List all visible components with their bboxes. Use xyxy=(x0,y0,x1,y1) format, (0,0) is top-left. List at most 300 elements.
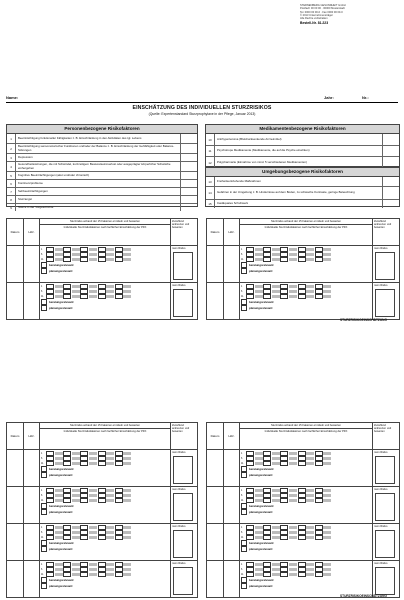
factor-rating[interactable] xyxy=(72,457,80,461)
planning-checkbox[interactable] xyxy=(41,472,47,478)
risk-box[interactable] xyxy=(375,530,395,558)
factor-rating[interactable] xyxy=(289,536,297,540)
factor-checkbox[interactable] xyxy=(280,498,288,504)
factor-rating[interactable] xyxy=(323,489,331,493)
counseling-checkbox[interactable] xyxy=(241,577,247,583)
factor-rating[interactable] xyxy=(323,536,331,540)
entry-signature-cell[interactable] xyxy=(24,283,40,319)
factor-checkbox[interactable] xyxy=(280,257,288,263)
factor-rating[interactable] xyxy=(323,531,331,535)
factor-checkbox[interactable] xyxy=(115,294,123,300)
factor-checkbox[interactable] xyxy=(246,294,254,300)
factor-checkbox[interactable] xyxy=(315,535,323,541)
factor-rating[interactable] xyxy=(272,536,280,540)
factor-rating[interactable] xyxy=(272,457,280,461)
factor-rating[interactable] xyxy=(123,568,131,572)
factor-checkbox[interactable] xyxy=(98,257,106,263)
risk-box[interactable] xyxy=(173,456,193,484)
factor-rating[interactable] xyxy=(89,248,97,252)
planning-relevant-line[interactable] xyxy=(41,472,169,478)
factor-rating[interactable] xyxy=(289,531,297,535)
factor-checkbox[interactable] xyxy=(80,535,88,541)
factor-rating[interactable] xyxy=(106,285,114,289)
counseling-checkbox[interactable] xyxy=(241,503,247,509)
factor-rating[interactable] xyxy=(72,526,80,530)
factor-rating[interactable] xyxy=(123,457,131,461)
counseling-checkbox[interactable] xyxy=(241,466,247,472)
entry-signature-cell[interactable] xyxy=(24,487,40,523)
factor-checkbox[interactable] xyxy=(263,535,271,541)
risk-box[interactable] xyxy=(173,252,193,280)
factor-rating[interactable] xyxy=(55,457,63,461)
risk-factor-checkbox[interactable] xyxy=(382,200,399,208)
factor-rating[interactable] xyxy=(123,499,131,503)
factor-rating[interactable] xyxy=(323,494,331,498)
factor-rating[interactable] xyxy=(323,253,331,257)
factor-checkbox[interactable] xyxy=(246,461,254,467)
risk-box[interactable] xyxy=(173,530,193,558)
entry-signature-cell[interactable] xyxy=(224,283,240,319)
factor-rating[interactable] xyxy=(323,526,331,530)
factor-checkbox[interactable] xyxy=(263,498,271,504)
factor-rating[interactable] xyxy=(255,573,263,577)
factor-rating[interactable] xyxy=(55,253,63,257)
factor-rating[interactable] xyxy=(306,489,314,493)
factor-rating[interactable] xyxy=(255,494,263,498)
factor-rating[interactable] xyxy=(106,563,114,567)
factor-rating[interactable] xyxy=(272,563,280,567)
factor-rating[interactable] xyxy=(323,568,331,572)
counseling-checkbox[interactable] xyxy=(241,262,247,268)
factor-rating[interactable] xyxy=(306,248,314,252)
factor-rating[interactable] xyxy=(123,462,131,466)
factor-rating[interactable] xyxy=(289,452,297,456)
factor-rating[interactable] xyxy=(89,531,97,535)
factor-rating[interactable] xyxy=(55,248,63,252)
factor-rating[interactable] xyxy=(323,457,331,461)
factor-rating[interactable] xyxy=(306,295,314,299)
factor-rating[interactable] xyxy=(72,285,80,289)
factor-checkbox[interactable] xyxy=(63,498,71,504)
planning-checkbox[interactable] xyxy=(241,509,247,515)
factor-rating[interactable] xyxy=(289,573,297,577)
factor-checkbox[interactable] xyxy=(315,461,323,467)
factor-rating[interactable] xyxy=(272,290,280,294)
factor-rating[interactable] xyxy=(272,568,280,572)
factor-rating[interactable] xyxy=(106,295,114,299)
planning-relevant-line[interactable] xyxy=(41,546,169,552)
entry-date-cell[interactable] xyxy=(7,283,24,319)
factor-rating[interactable] xyxy=(72,253,80,257)
planning-checkbox[interactable] xyxy=(241,546,247,552)
factor-rating[interactable] xyxy=(72,494,80,498)
factor-rating[interactable] xyxy=(255,526,263,530)
factor-rating[interactable] xyxy=(106,462,114,466)
planning-checkbox[interactable] xyxy=(41,583,47,589)
risk-factor-checkbox[interactable] xyxy=(382,146,399,156)
factor-rating[interactable] xyxy=(89,563,97,567)
risk-factor-checkbox[interactable] xyxy=(180,196,197,203)
risk-factor-checkbox[interactable] xyxy=(180,134,197,143)
factor-rating[interactable] xyxy=(255,531,263,535)
entry-signature-cell[interactable] xyxy=(224,561,240,597)
factor-rating[interactable] xyxy=(106,573,114,577)
factor-checkbox[interactable] xyxy=(80,294,88,300)
planning-relevant-line[interactable] xyxy=(241,268,371,274)
factor-checkbox[interactable] xyxy=(46,535,54,541)
factor-checkbox[interactable] xyxy=(63,535,71,541)
factor-rating[interactable] xyxy=(55,563,63,567)
factor-checkbox[interactable] xyxy=(315,498,323,504)
factor-checkbox[interactable] xyxy=(46,498,54,504)
factor-rating[interactable] xyxy=(272,494,280,498)
factor-rating[interactable] xyxy=(289,253,297,257)
planning-relevant-line[interactable] xyxy=(41,509,169,515)
planning-relevant-line[interactable] xyxy=(41,305,169,311)
patient-name-line[interactable] xyxy=(6,92,398,103)
factor-rating[interactable] xyxy=(272,526,280,530)
factor-rating[interactable] xyxy=(55,526,63,530)
factor-rating[interactable] xyxy=(89,573,97,577)
factor-rating[interactable] xyxy=(55,462,63,466)
factor-rating[interactable] xyxy=(106,536,114,540)
counseling-checkbox[interactable] xyxy=(241,540,247,546)
entry-signature-cell[interactable] xyxy=(224,487,240,523)
factor-rating[interactable] xyxy=(272,248,280,252)
factor-rating[interactable] xyxy=(272,462,280,466)
factor-checkbox[interactable] xyxy=(115,535,123,541)
factor-rating[interactable] xyxy=(255,536,263,540)
factor-rating[interactable] xyxy=(289,494,297,498)
factor-rating[interactable] xyxy=(106,494,114,498)
factor-rating[interactable] xyxy=(72,295,80,299)
factor-rating[interactable] xyxy=(323,290,331,294)
factor-rating[interactable] xyxy=(72,499,80,503)
factor-checkbox[interactable] xyxy=(246,572,254,578)
risk-factor-checkbox[interactable] xyxy=(382,187,399,199)
factor-rating[interactable] xyxy=(306,568,314,572)
factor-checkbox[interactable] xyxy=(98,461,106,467)
factor-rating[interactable] xyxy=(255,285,263,289)
factor-rating[interactable] xyxy=(89,462,97,466)
factor-checkbox[interactable] xyxy=(263,461,271,467)
factor-rating[interactable] xyxy=(255,290,263,294)
factor-checkbox[interactable] xyxy=(315,294,323,300)
entry-date-cell[interactable] xyxy=(207,487,224,523)
planning-relevant-line[interactable] xyxy=(41,268,169,274)
factor-rating[interactable] xyxy=(255,462,263,466)
factor-rating[interactable] xyxy=(55,499,63,503)
factor-checkbox[interactable] xyxy=(46,294,54,300)
risk-box[interactable] xyxy=(375,252,395,280)
factor-rating[interactable] xyxy=(106,489,114,493)
risk-factor-checkbox[interactable] xyxy=(180,204,197,211)
factor-rating[interactable] xyxy=(289,248,297,252)
factor-rating[interactable] xyxy=(306,526,314,530)
factor-rating[interactable] xyxy=(55,258,63,262)
risk-box[interactable] xyxy=(375,493,395,521)
planning-relevant-line[interactable] xyxy=(241,583,371,589)
factor-checkbox[interactable] xyxy=(80,461,88,467)
factor-rating[interactable] xyxy=(255,568,263,572)
factor-rating[interactable] xyxy=(289,499,297,503)
factor-checkbox[interactable] xyxy=(98,572,106,578)
factor-rating[interactable] xyxy=(255,452,263,456)
factor-checkbox[interactable] xyxy=(246,257,254,263)
factor-rating[interactable] xyxy=(106,531,114,535)
factor-rating[interactable] xyxy=(255,248,263,252)
factor-rating[interactable] xyxy=(106,452,114,456)
factor-rating[interactable] xyxy=(272,258,280,262)
factor-checkbox[interactable] xyxy=(298,294,306,300)
entry-date-cell[interactable] xyxy=(7,450,24,486)
factor-rating[interactable] xyxy=(306,290,314,294)
entry-signature-cell[interactable] xyxy=(24,450,40,486)
factor-rating[interactable] xyxy=(306,452,314,456)
factor-rating[interactable] xyxy=(272,531,280,535)
factor-rating[interactable] xyxy=(123,536,131,540)
factor-rating[interactable] xyxy=(72,258,80,262)
entry-signature-cell[interactable] xyxy=(24,524,40,560)
planning-checkbox[interactable] xyxy=(41,305,47,311)
counseling-checkbox[interactable] xyxy=(41,540,47,546)
risk-box[interactable] xyxy=(375,567,395,595)
factor-checkbox[interactable] xyxy=(63,572,71,578)
factor-rating[interactable] xyxy=(255,253,263,257)
factor-rating[interactable] xyxy=(89,253,97,257)
risk-box[interactable] xyxy=(375,289,395,317)
factor-checkbox[interactable] xyxy=(298,572,306,578)
factor-rating[interactable] xyxy=(123,285,131,289)
factor-checkbox[interactable] xyxy=(115,257,123,263)
entry-date-cell[interactable] xyxy=(7,561,24,597)
counseling-checkbox[interactable] xyxy=(41,503,47,509)
factor-checkbox[interactable] xyxy=(115,572,123,578)
factor-rating[interactable] xyxy=(89,536,97,540)
factor-rating[interactable] xyxy=(55,489,63,493)
factor-rating[interactable] xyxy=(323,258,331,262)
factor-rating[interactable] xyxy=(106,258,114,262)
factor-rating[interactable] xyxy=(289,258,297,262)
risk-box[interactable] xyxy=(375,456,395,484)
factor-checkbox[interactable] xyxy=(246,535,254,541)
factor-checkbox[interactable] xyxy=(63,461,71,467)
factor-rating[interactable] xyxy=(306,457,314,461)
planning-relevant-line[interactable] xyxy=(241,546,371,552)
entry-date-cell[interactable] xyxy=(207,524,224,560)
factor-rating[interactable] xyxy=(323,573,331,577)
factor-rating[interactable] xyxy=(255,563,263,567)
factor-rating[interactable] xyxy=(72,248,80,252)
entry-date-cell[interactable] xyxy=(207,283,224,319)
planning-relevant-line[interactable] xyxy=(241,509,371,515)
factor-rating[interactable] xyxy=(323,499,331,503)
entry-date-cell[interactable] xyxy=(207,450,224,486)
risk-factor-checkbox[interactable] xyxy=(180,144,197,153)
factor-rating[interactable] xyxy=(89,568,97,572)
factor-checkbox[interactable] xyxy=(98,294,106,300)
factor-rating[interactable] xyxy=(306,499,314,503)
factor-rating[interactable] xyxy=(55,452,63,456)
factor-checkbox[interactable] xyxy=(63,257,71,263)
factor-rating[interactable] xyxy=(106,457,114,461)
factor-checkbox[interactable] xyxy=(280,461,288,467)
factor-rating[interactable] xyxy=(255,295,263,299)
factor-rating[interactable] xyxy=(89,457,97,461)
factor-rating[interactable] xyxy=(123,573,131,577)
entry-date-cell[interactable] xyxy=(7,524,24,560)
planning-checkbox[interactable] xyxy=(241,305,247,311)
factor-rating[interactable] xyxy=(55,295,63,299)
factor-rating[interactable] xyxy=(272,499,280,503)
entry-signature-cell[interactable] xyxy=(224,450,240,486)
factor-rating[interactable] xyxy=(89,258,97,262)
factor-checkbox[interactable] xyxy=(246,498,254,504)
factor-rating[interactable] xyxy=(72,452,80,456)
factor-rating[interactable] xyxy=(123,258,131,262)
risk-factor-checkbox[interactable] xyxy=(382,177,399,186)
factor-rating[interactable] xyxy=(123,563,131,567)
factor-rating[interactable] xyxy=(123,494,131,498)
factor-rating[interactable] xyxy=(123,452,131,456)
entry-signature-cell[interactable] xyxy=(224,246,240,282)
factor-checkbox[interactable] xyxy=(80,498,88,504)
factor-rating[interactable] xyxy=(306,253,314,257)
factor-rating[interactable] xyxy=(272,573,280,577)
factor-rating[interactable] xyxy=(306,462,314,466)
factor-checkbox[interactable] xyxy=(298,535,306,541)
factor-rating[interactable] xyxy=(289,563,297,567)
factor-rating[interactable] xyxy=(72,462,80,466)
factor-rating[interactable] xyxy=(106,499,114,503)
factor-rating[interactable] xyxy=(123,295,131,299)
factor-rating[interactable] xyxy=(89,452,97,456)
planning-checkbox[interactable] xyxy=(241,472,247,478)
factor-rating[interactable] xyxy=(123,531,131,535)
risk-box[interactable] xyxy=(173,289,193,317)
factor-rating[interactable] xyxy=(255,258,263,262)
risk-factor-checkbox[interactable] xyxy=(382,134,399,145)
risk-factor-checkbox[interactable] xyxy=(180,162,197,171)
factor-rating[interactable] xyxy=(272,452,280,456)
factor-rating[interactable] xyxy=(306,285,314,289)
factor-checkbox[interactable] xyxy=(315,572,323,578)
factor-rating[interactable] xyxy=(272,295,280,299)
factor-rating[interactable] xyxy=(55,285,63,289)
factor-rating[interactable] xyxy=(89,526,97,530)
factor-checkbox[interactable] xyxy=(298,257,306,263)
factor-rating[interactable] xyxy=(289,285,297,289)
factor-checkbox[interactable] xyxy=(98,498,106,504)
entry-date-cell[interactable] xyxy=(207,246,224,282)
factor-checkbox[interactable] xyxy=(46,461,54,467)
factor-rating[interactable] xyxy=(272,253,280,257)
factor-checkbox[interactable] xyxy=(298,498,306,504)
entry-signature-cell[interactable] xyxy=(24,561,40,597)
entry-signature-cell[interactable] xyxy=(224,524,240,560)
factor-rating[interactable] xyxy=(106,290,114,294)
risk-box[interactable] xyxy=(173,567,193,595)
factor-rating[interactable] xyxy=(306,258,314,262)
factor-rating[interactable] xyxy=(55,290,63,294)
factor-rating[interactable] xyxy=(72,290,80,294)
entry-date-cell[interactable] xyxy=(7,487,24,523)
factor-rating[interactable] xyxy=(289,462,297,466)
planning-relevant-line[interactable] xyxy=(41,583,169,589)
factor-rating[interactable] xyxy=(72,568,80,572)
factor-rating[interactable] xyxy=(272,285,280,289)
factor-rating[interactable] xyxy=(123,248,131,252)
factor-rating[interactable] xyxy=(123,526,131,530)
factor-rating[interactable] xyxy=(89,290,97,294)
factor-checkbox[interactable] xyxy=(115,498,123,504)
counseling-checkbox[interactable] xyxy=(41,299,47,305)
factor-rating[interactable] xyxy=(255,499,263,503)
factor-rating[interactable] xyxy=(55,531,63,535)
factor-checkbox[interactable] xyxy=(263,257,271,263)
factor-rating[interactable] xyxy=(123,290,131,294)
factor-rating[interactable] xyxy=(89,489,97,493)
factor-rating[interactable] xyxy=(323,452,331,456)
factor-rating[interactable] xyxy=(289,290,297,294)
factor-checkbox[interactable] xyxy=(280,572,288,578)
factor-rating[interactable] xyxy=(289,568,297,572)
factor-checkbox[interactable] xyxy=(46,572,54,578)
planning-checkbox[interactable] xyxy=(241,268,247,274)
factor-rating[interactable] xyxy=(89,295,97,299)
counseling-checkbox[interactable] xyxy=(41,466,47,472)
factor-rating[interactable] xyxy=(323,285,331,289)
factor-rating[interactable] xyxy=(272,489,280,493)
entry-date-cell[interactable] xyxy=(207,561,224,597)
factor-checkbox[interactable] xyxy=(298,461,306,467)
risk-factor-checkbox[interactable] xyxy=(180,180,197,187)
factor-rating[interactable] xyxy=(323,295,331,299)
factor-rating[interactable] xyxy=(106,526,114,530)
risk-factor-checkbox[interactable] xyxy=(180,172,197,179)
factor-rating[interactable] xyxy=(106,253,114,257)
factor-checkbox[interactable] xyxy=(80,257,88,263)
planning-relevant-line[interactable] xyxy=(241,305,371,311)
factor-rating[interactable] xyxy=(72,489,80,493)
risk-factor-checkbox[interactable] xyxy=(180,188,197,195)
planning-checkbox[interactable] xyxy=(41,509,47,515)
factor-rating[interactable] xyxy=(72,573,80,577)
factor-rating[interactable] xyxy=(106,568,114,572)
factor-rating[interactable] xyxy=(55,494,63,498)
factor-rating[interactable] xyxy=(306,573,314,577)
factor-checkbox[interactable] xyxy=(115,461,123,467)
factor-rating[interactable] xyxy=(289,457,297,461)
planning-checkbox[interactable] xyxy=(41,268,47,274)
factor-rating[interactable] xyxy=(72,536,80,540)
factor-rating[interactable] xyxy=(289,489,297,493)
factor-rating[interactable] xyxy=(72,531,80,535)
factor-checkbox[interactable] xyxy=(263,572,271,578)
factor-rating[interactable] xyxy=(55,536,63,540)
entry-signature-cell[interactable] xyxy=(24,246,40,282)
factor-rating[interactable] xyxy=(55,573,63,577)
factor-rating[interactable] xyxy=(123,253,131,257)
factor-rating[interactable] xyxy=(306,536,314,540)
factor-checkbox[interactable] xyxy=(263,294,271,300)
factor-checkbox[interactable] xyxy=(80,572,88,578)
factor-rating[interactable] xyxy=(306,494,314,498)
planning-checkbox[interactable] xyxy=(241,583,247,589)
factor-rating[interactable] xyxy=(106,248,114,252)
factor-rating[interactable] xyxy=(89,499,97,503)
factor-rating[interactable] xyxy=(255,457,263,461)
